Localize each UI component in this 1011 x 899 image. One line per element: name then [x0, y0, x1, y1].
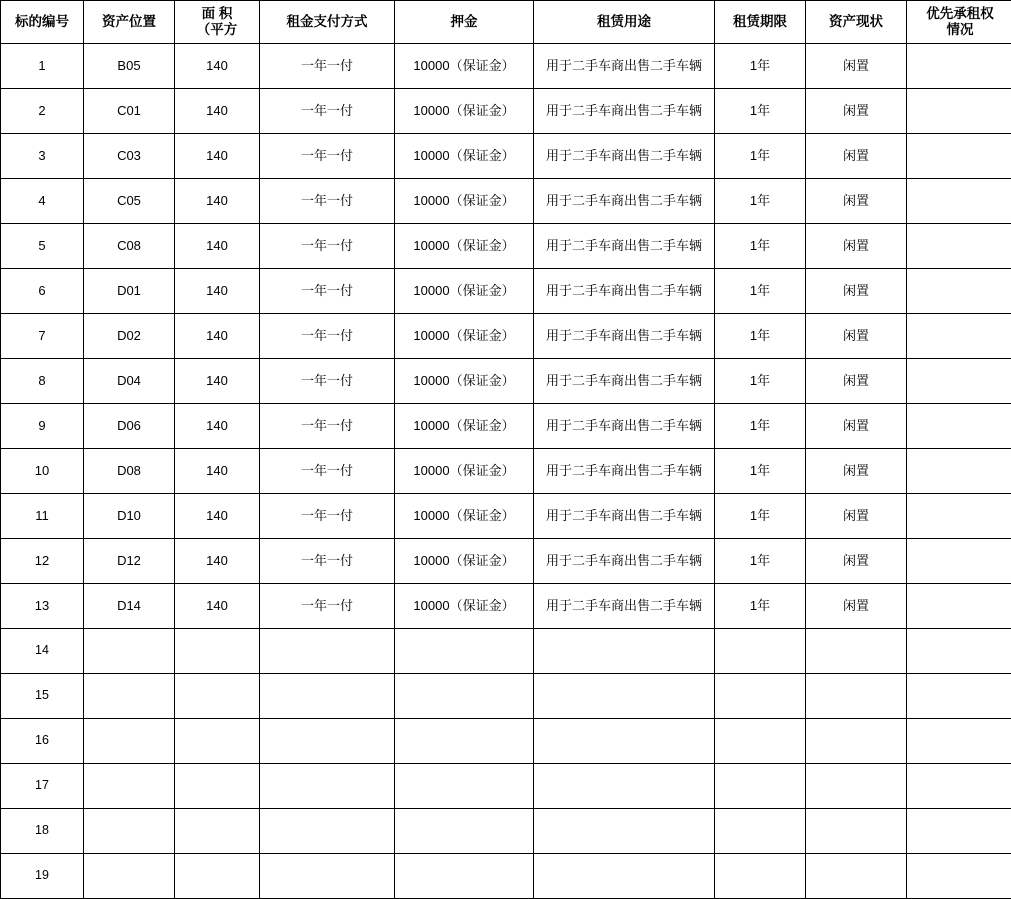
cell-use: 用于二手车商出售二手车辆	[534, 359, 715, 404]
cell-pay: 一年一付	[260, 584, 395, 629]
cell-area	[175, 764, 260, 809]
cell-priority	[907, 539, 1011, 584]
cell-deposit: 10000（保证金）	[395, 449, 534, 494]
cell-deposit	[395, 719, 534, 764]
cell-priority	[907, 854, 1011, 899]
cell-deposit: 10000（保证金）	[395, 314, 534, 359]
cell-no: 13	[1, 584, 84, 629]
cell-use: 用于二手车商出售二手车辆	[534, 134, 715, 179]
cell-no: 16	[1, 719, 84, 764]
cell-use: 用于二手车商出售二手车辆	[534, 584, 715, 629]
cell-use	[534, 764, 715, 809]
cell-area: 140	[175, 179, 260, 224]
cell-status	[806, 764, 907, 809]
cell-status: 闲置	[806, 314, 907, 359]
cell-term	[715, 764, 806, 809]
cell-deposit	[395, 764, 534, 809]
cell-pay	[260, 764, 395, 809]
cell-term	[715, 674, 806, 719]
cell-priority	[907, 224, 1011, 269]
cell-use	[534, 629, 715, 674]
cell-priority	[907, 674, 1011, 719]
table-row	[1, 719, 1011, 764]
column-header-payment-method: 租金支付方式	[260, 1, 395, 44]
table-row	[1, 134, 1011, 179]
cell-status: 闲置	[806, 539, 907, 584]
table-row	[1, 89, 1011, 134]
table-row	[1, 674, 1011, 719]
cell-pay: 一年一付	[260, 224, 395, 269]
cell-priority	[907, 314, 1011, 359]
column-header-priority-line2: 情况	[909, 22, 1011, 38]
cell-location: C01	[84, 89, 175, 134]
table-row	[1, 179, 1011, 224]
cell-pay: 一年一付	[260, 494, 395, 539]
cell-deposit: 10000（保证金）	[395, 224, 534, 269]
cell-status: 闲置	[806, 134, 907, 179]
cell-location	[84, 809, 175, 854]
cell-status	[806, 854, 907, 899]
cell-priority	[907, 359, 1011, 404]
cell-use	[534, 674, 715, 719]
cell-pay: 一年一付	[260, 359, 395, 404]
cell-use: 用于二手车商出售二手车辆	[534, 224, 715, 269]
cell-pay	[260, 629, 395, 674]
cell-status: 闲置	[806, 89, 907, 134]
cell-no: 11	[1, 494, 84, 539]
cell-status	[806, 719, 907, 764]
column-header-use: 租赁用途	[534, 1, 715, 44]
cell-location	[84, 719, 175, 764]
cell-no: 19	[1, 854, 84, 899]
cell-location: D08	[84, 449, 175, 494]
column-header-term: 租赁期限	[715, 1, 806, 44]
table-row	[1, 404, 1011, 449]
cell-no: 1	[1, 44, 84, 89]
cell-location: D02	[84, 314, 175, 359]
cell-use: 用于二手车商出售二手车辆	[534, 494, 715, 539]
cell-area: 140	[175, 404, 260, 449]
table-row	[1, 314, 1011, 359]
cell-location: D10	[84, 494, 175, 539]
cell-deposit: 10000（保证金）	[395, 404, 534, 449]
cell-pay	[260, 809, 395, 854]
cell-status: 闲置	[806, 494, 907, 539]
table-body	[1, 44, 1011, 899]
cell-no: 3	[1, 134, 84, 179]
cell-use: 用于二手车商出售二手车辆	[534, 539, 715, 584]
cell-status: 闲置	[806, 224, 907, 269]
cell-use: 用于二手车商出售二手车辆	[534, 89, 715, 134]
cell-pay: 一年一付	[260, 449, 395, 494]
cell-term: 1年	[715, 44, 806, 89]
cell-location: D01	[84, 269, 175, 314]
cell-priority	[907, 89, 1011, 134]
cell-status	[806, 674, 907, 719]
cell-area: 140	[175, 494, 260, 539]
cell-term	[715, 809, 806, 854]
cell-no: 12	[1, 539, 84, 584]
cell-deposit: 10000（保证金）	[395, 269, 534, 314]
cell-status: 闲置	[806, 404, 907, 449]
cell-location: D06	[84, 404, 175, 449]
cell-priority	[907, 134, 1011, 179]
cell-area: 140	[175, 359, 260, 404]
cell-term	[715, 719, 806, 764]
cell-term: 1年	[715, 269, 806, 314]
cell-use: 用于二手车商出售二手车辆	[534, 404, 715, 449]
table-row	[1, 44, 1011, 89]
cell-pay	[260, 674, 395, 719]
cell-use: 用于二手车商出售二手车辆	[534, 179, 715, 224]
cell-deposit	[395, 674, 534, 719]
cell-deposit	[395, 809, 534, 854]
table-row	[1, 854, 1011, 899]
cell-no: 2	[1, 89, 84, 134]
cell-priority	[907, 809, 1011, 854]
column-header-priority	[907, 1, 1011, 44]
table-row	[1, 224, 1011, 269]
cell-deposit	[395, 854, 534, 899]
cell-location	[84, 764, 175, 809]
cell-location: C08	[84, 224, 175, 269]
cell-term: 1年	[715, 179, 806, 224]
cell-priority	[907, 494, 1011, 539]
cell-area: 140	[175, 224, 260, 269]
cell-location	[84, 674, 175, 719]
cell-area: 140	[175, 539, 260, 584]
cell-deposit: 10000（保证金）	[395, 44, 534, 89]
cell-term: 1年	[715, 584, 806, 629]
cell-use: 用于二手车商出售二手车辆	[534, 44, 715, 89]
cell-area	[175, 629, 260, 674]
cell-no: 4	[1, 179, 84, 224]
cell-location: C03	[84, 134, 175, 179]
cell-pay: 一年一付	[260, 314, 395, 359]
cell-status: 闲置	[806, 584, 907, 629]
table-header-row	[1, 1, 1011, 44]
cell-term: 1年	[715, 89, 806, 134]
cell-no: 15	[1, 674, 84, 719]
cell-term	[715, 629, 806, 674]
table-row	[1, 539, 1011, 584]
column-header-deposit: 押金	[395, 1, 534, 44]
cell-use	[534, 854, 715, 899]
column-header-area-line1: 面 积	[177, 6, 257, 22]
cell-term: 1年	[715, 449, 806, 494]
column-header-no: 标的编号	[1, 1, 84, 44]
cell-location: D12	[84, 539, 175, 584]
cell-term: 1年	[715, 224, 806, 269]
cell-use: 用于二手车商出售二手车辆	[534, 449, 715, 494]
cell-deposit: 10000（保证金）	[395, 584, 534, 629]
column-header-area	[175, 1, 260, 44]
cell-pay: 一年一付	[260, 539, 395, 584]
column-header-area-line2: （平方	[177, 22, 257, 38]
table-header	[1, 1, 1011, 44]
cell-deposit	[395, 629, 534, 674]
cell-area: 140	[175, 449, 260, 494]
cell-priority	[907, 629, 1011, 674]
cell-deposit: 10000（保证金）	[395, 539, 534, 584]
cell-use	[534, 809, 715, 854]
cell-area: 140	[175, 269, 260, 314]
column-header-status: 资产现状	[806, 1, 907, 44]
cell-term: 1年	[715, 539, 806, 584]
cell-area: 140	[175, 134, 260, 179]
cell-use	[534, 719, 715, 764]
cell-priority	[907, 719, 1011, 764]
cell-no: 7	[1, 314, 84, 359]
cell-area: 140	[175, 584, 260, 629]
cell-no: 10	[1, 449, 84, 494]
cell-pay	[260, 719, 395, 764]
cell-status: 闲置	[806, 449, 907, 494]
cell-deposit: 10000（保证金）	[395, 359, 534, 404]
cell-no: 9	[1, 404, 84, 449]
cell-location	[84, 629, 175, 674]
cell-no: 14	[1, 629, 84, 674]
cell-no: 18	[1, 809, 84, 854]
cell-priority	[907, 449, 1011, 494]
cell-area	[175, 854, 260, 899]
column-header-location: 资产位置	[84, 1, 175, 44]
cell-location: D14	[84, 584, 175, 629]
cell-status: 闲置	[806, 179, 907, 224]
cell-area	[175, 809, 260, 854]
column-header-priority-line1: 优先承租权	[909, 6, 1011, 22]
cell-term: 1年	[715, 404, 806, 449]
cell-use: 用于二手车商出售二手车辆	[534, 269, 715, 314]
cell-area: 140	[175, 314, 260, 359]
cell-location: D04	[84, 359, 175, 404]
cell-pay: 一年一付	[260, 269, 395, 314]
cell-location: C05	[84, 179, 175, 224]
cell-status: 闲置	[806, 269, 907, 314]
cell-term: 1年	[715, 494, 806, 539]
cell-no: 17	[1, 764, 84, 809]
table-row	[1, 494, 1011, 539]
cell-priority	[907, 764, 1011, 809]
table-row	[1, 359, 1011, 404]
cell-no: 5	[1, 224, 84, 269]
table-row	[1, 449, 1011, 494]
table-row	[1, 269, 1011, 314]
cell-status: 闲置	[806, 359, 907, 404]
cell-priority	[907, 584, 1011, 629]
cell-priority	[907, 404, 1011, 449]
cell-pay: 一年一付	[260, 179, 395, 224]
cell-no: 6	[1, 269, 84, 314]
cell-deposit: 10000（保证金）	[395, 134, 534, 179]
cell-priority	[907, 44, 1011, 89]
cell-term: 1年	[715, 314, 806, 359]
cell-deposit: 10000（保证金）	[395, 89, 534, 134]
cell-priority	[907, 179, 1011, 224]
cell-area: 140	[175, 44, 260, 89]
cell-area: 140	[175, 89, 260, 134]
cell-location: B05	[84, 44, 175, 89]
cell-location	[84, 854, 175, 899]
cell-pay: 一年一付	[260, 404, 395, 449]
cell-area	[175, 674, 260, 719]
cell-use: 用于二手车商出售二手车辆	[534, 314, 715, 359]
cell-pay: 一年一付	[260, 89, 395, 134]
table-row	[1, 629, 1011, 674]
cell-area	[175, 719, 260, 764]
cell-pay: 一年一付	[260, 44, 395, 89]
cell-term	[715, 854, 806, 899]
cell-term: 1年	[715, 134, 806, 179]
cell-status	[806, 809, 907, 854]
table-row	[1, 809, 1011, 854]
cell-no: 8	[1, 359, 84, 404]
cell-priority	[907, 269, 1011, 314]
cell-term: 1年	[715, 359, 806, 404]
table-row	[1, 764, 1011, 809]
cell-status	[806, 629, 907, 674]
cell-deposit: 10000（保证金）	[395, 179, 534, 224]
cell-pay	[260, 854, 395, 899]
cell-status: 闲置	[806, 44, 907, 89]
table-row	[1, 584, 1011, 629]
cell-deposit: 10000（保证金）	[395, 494, 534, 539]
cell-pay: 一年一付	[260, 134, 395, 179]
